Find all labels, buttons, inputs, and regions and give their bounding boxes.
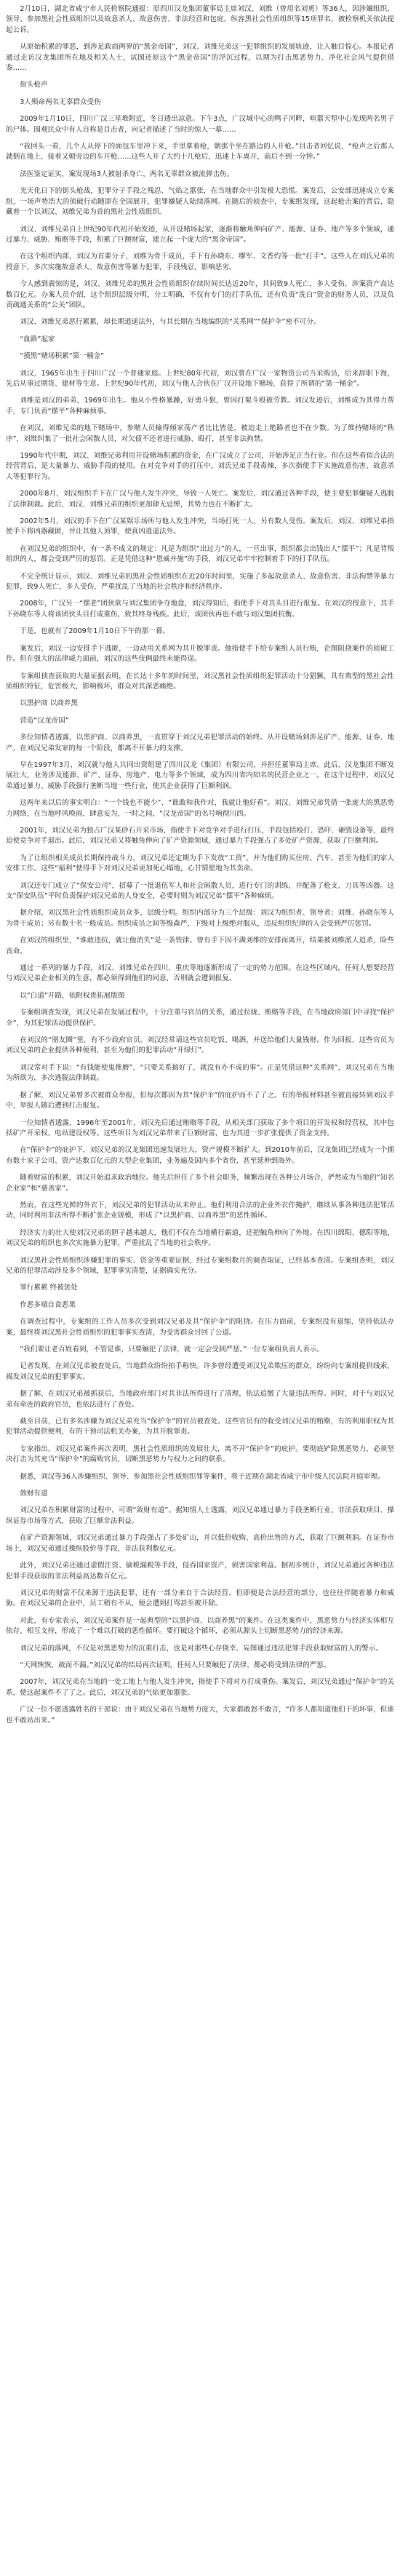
article-paragraph: 刘汉黑社会性质组织涉嫌犯罪的事实、资金等重要证据，经过专案组数月的调查取证，已经基本查清。专案组查明，刘汉兄弟的犯罪活动涉及多个领域，犯罪事实清楚，证据确实充分。: [6, 1256, 394, 1275]
article-paragraph: 为了让组织相关成员长期保持战斗力，刘汉兄弟还定期为手下发放“工资”，并为他们购买住房、汽车，甚至为他们的家人安排工作。这些“福利”使得手下对刘汉兄弟更加死心塌地，心甘情愿地为其卖命。: [6, 854, 394, 873]
article-paragraph: 在刘汉的组织里，“谁敢违抗，就让他消失”是一条铁律。曾有手下因不满刘维的安排而离开，结果被刘维派人追杀，险些丧命。: [6, 937, 394, 955]
article-paragraph: 2009年1月10日，四川广汉三星堆附近，冬日透出凉意。下午3点，广汉城中心的鸭子河畔，喧嚣天堑中心发现两名男子的尸体。围观民众中有人自称是目击者，向记者描述了当时的惊人一幕……: [6, 115, 394, 134]
section-heading: 以“白道”开路，依附权贵拓展版图: [20, 991, 125, 1000]
article-paragraph: 一位知情者透露，1996年至2001年，刘汉先后通过贿赂等手段，从相关部门获取了多个项目的开发权和经营权，其中包括矿产开采权、电站建设权等。这些项目为刘汉兄弟带来了巨额财富，也为其进一步扩张提供了资金支持。: [6, 1118, 394, 1137]
article-paragraph: 刘汉兄弟在积累财富的过程中，可谓“敛财有道”。据知情人士透露，刘汉兄弟通过暴力手段垄断行业、非法获取项目、操纵证券市场等方式，获取了巨额非法利益。: [6, 1506, 394, 1525]
article-paragraph: 据悉，刘汉等36人涉嫌组织、领导、参加黑社会性质组织罪等案件，将于近期在湖北省咸宁市中级人民法院开庭审理。: [20, 1472, 385, 1481]
section-heading: “血路”起家: [20, 335, 55, 343]
article-paragraph: 2008年，广汉另一“摆老”团伙欲与刘汉集团争夺地盘，刘汉得知后，指使手下对其头目进行报复。在刘汉的授意下，其手下孙晓东等人将该团伙头目打成重伤，致其终身残疾。此后，该团伙再也不敢与刘汉集团抗衡。: [6, 600, 394, 619]
article-paragraph: 刘汉，1965年出生于四川广汉一个普通家庭。上世纪80年代初，刘汉曾在广汉一家物资公司当采购员，后来辞职下海，先后从事过期货、建材等生意。上世纪90年代初，刘汉与他人合伙在广汉开设地下赌场，获得了所谓的“第一桶金”。: [6, 369, 394, 388]
article-paragraph: 在矿产资源领域，刘汉兄弟通过暴力手段强占了多处矿山，并以低价收购、高价出售的方式，获取了巨额利润。在证券市场上，刘汉兄弟通过操纵股价等手段，非法获利数亿元。: [6, 1534, 394, 1553]
article-paragraph: 据介绍，刘汉黑社会性质组织成员众多，层级分明。组织内部分为三个层级：刘汉为组织者、领导者；刘维、孙晓东等人为骨干成员；另有数十名一般成员。组织成员之间等级森严，下级对上级绝对服从，违反组织纪律的人会受到严厉惩罚。: [6, 909, 394, 928]
article-paragraph: 刘汉、刘维兄弟恶行累累，却长期逍遥法外，与其长期在当地编织的“关系网”“保护伞”密不可分。: [20, 318, 321, 327]
section-heading: 街头枪声: [20, 81, 48, 90]
article-paragraph: 于是，也就有了2009年1月10日下午的那一幕。: [20, 627, 170, 636]
article-paragraph: 刘汉兄弟的落网，不仅是对黑恶势力的沉重打击，也是对那些心存侥幸、妄图通过违法犯罪手段获取财富的人的警示。: [20, 1644, 383, 1653]
article-paragraph: 专家指出，刘汉兄弟案件再次表明，黑社会性质组织的发展壮大，离不开“保护伞”的庇护。要彻底铲除黑恶势力，必须坚决打击为其充当“保护伞”的腐败官员，切断黑恶势力与权力之间的联系。: [6, 1444, 394, 1464]
section-heading: 敛财有道: [20, 1490, 48, 1498]
section-heading: 3人殒命两名无辜群众受伤: [20, 98, 101, 106]
article-paragraph: 法医鉴定证实，案发现场3人被射杀身亡，两名无辜群众被流弹击伤。: [20, 170, 234, 178]
article-paragraph: 截至目前，已有多名涉嫌为刘汉兄弟充当“保护伞”的官员被查处。这些官员有的收受刘汉兄弟的贿赂，有的利用职权为其犯罪活动提供便利，有的干预司法机关办案，为其开脱罪责。: [6, 1418, 394, 1436]
article-paragraph: 在调查过程中，专案组的工作人员多次受到刘汉兄弟及其“保护伞”的阻挠。在压力面前，专案组没有退缩，坚持依法办案，最终将刘汉黑社会性质组织的犯罪事实查清，为受害群众讨回了公道。: [6, 1318, 394, 1337]
article-paragraph: 对此，有专家表示，刘汉兄弟案件是一起典型的“以黑护商、以商养黑”的案件。在这类案件中，黑恶势力与经济实体相互依存、相互支持，形成了一个难以打破的恶性循环。要打破这个循环，必须从源头上切断黑恶势力的经济来源。: [6, 1616, 394, 1636]
article-paragraph: 在刘汉兄弟的组织中，有一条不成文的规定：凡是为组织“出过力”的人，一旦出事，组织都会出钱出人“摆平”；凡是背叛组织的人，都会受到严厉的惩罚。正是凭借这种“恩威并施”的手段，刘汉兄弟牢牢控制着手下的打手队伍。: [6, 544, 394, 564]
section-heading: 营造“汉龙帝国”: [20, 716, 69, 725]
article-paragraph: 在这个组织内部，刘汉为首要分子，刘维为骨干成员，手下有孙晓东、缪军、文香灼等一批“打手”。这些人在刘氏兄弟的授意下，多次实施故意杀人、故意伤害等暴力犯罪，手段残忍，影响恶劣。: [6, 253, 394, 271]
article-paragraph: 早在1997年3月，刘汉就与他人共同出资组建了四川汉龙（集团）有限公司，并担任董事局主席。此后，汉龙集团不断发展壮大，业务涉及能源、矿产、证券、房地产、电力等多个领域，成为四川省内知名的民营企业之一。在这个过程中，刘汉兄弟通过暴力、威胁手段强行垄断当地一些行业，使其企业获得了巨额利润。: [6, 760, 394, 790]
article-paragraph: 广汉一位不愿透露姓名的干部说：由于刘汉兄弟在当地势力庞大，大家都敢怒不敢言，“许多人都知道他们干的坏事，但谁也不敢站出来。”: [6, 1706, 394, 1725]
article-paragraph: 此外，刘汉兄弟还通过虚假注资、偷税漏税等手段，侵吞国家资产，损害国家利益。据初步统计，刘汉兄弟通过各种违法犯罪手段获取的非法利益高达数百亿元。: [6, 1562, 394, 1581]
article-paragraph: 专案组调查发现，刘汉兄弟在发展过程中，十分注重与官员的关系，通过拉拢、贿赂等手段，在当地政府部门中寻找“保护伞”，为其犯罪活动提供保护。: [6, 1009, 394, 1027]
article-paragraph: 记者发现，在刘汉兄弟被查处后，当地群众纷纷拍手称快。许多曾经遭受刘汉兄弟欺压的群众，纷纷向专案组提供线索，揭发刘汉兄弟的犯罪事实。: [6, 1362, 394, 1381]
article-paragraph: 2002年5月，刘汉的手下在广汉某娱乐场所与他人发生冲突，当场打死一人，另有数人受伤。案发后，刘汉、刘维兄弟指使手下将凶器藏匿，并让其他人顶罪，使真凶逍遥法外。: [6, 517, 394, 536]
article-paragraph: 2001年，刘汉兄弟为独占广汉某砂石开采市场，指使手下对竞争对手进行打压，手段包括殴打、恐吓、砸毁设备等，最终迫使竞争对手退出。此后，刘汉兄弟又将触角伸向了矿产资源领域，通过暴力手段强占了多处矿产资源，获取了巨额利润。: [6, 826, 394, 846]
article-paragraph: 据了解，在刘汉兄弟被抓获后，当地政府部门对其非法所得进行了清理，依法追缴了大量违法所得。同时，对于与刘汉兄弟有牵连的政府官员，也依法进行了查处。: [6, 1390, 394, 1409]
article-paragraph: 刘维是刘汉的弟弟，1969年出生。他从小性格暴躁，好勇斗狠，曾因打架斗殴被劳教。刘汉发迹后，刘维成为其得力帮手，专门负责“摆平”各种麻烦事。: [6, 397, 394, 416]
section-heading: “摸黑”赌场积累“第一桶金”: [20, 352, 105, 361]
article-paragraph: 刘汉还专门成立了“保安公司”，招募了一批退伍军人和社会闲散人员，进行专门的训练，并配备了枪支、刀具等凶器。这支“保安队伍”平时负责保护刘汉兄弟的人身安全，必要时则为刘汉兄弟“摆平”各种麻烦。: [6, 881, 394, 900]
section-heading: 罪行累累 终被惩处: [20, 1284, 78, 1292]
section-heading: 作恶多端自食恶果: [20, 1300, 76, 1309]
article-paragraph: 在“保护伞”的庇护下，刘汉兄弟的汉龙集团迅速发展壮大，资产规模不断扩大。到2010年前后，汉龙集团已经成为一个拥有数十家子公司、资产达数百亿元的大型企业集团，业务遍及国内多个省份，甚至延伸到海外。: [6, 1146, 394, 1165]
article-paragraph: 刘汉、刘维兄弟自上世纪90年代初开始发迹，从开设赌场起家，逐渐将触角伸向矿产、能源、证券、地产等多个领域，通过暴力、威胁、贿赂等手段，积累了巨额财富，建立起一个庞大的“黑金帝国”。: [6, 225, 394, 244]
article-paragraph: 2000年8月，刘汉组织手下在广汉与他人发生冲突，导致一人死亡。案发后，刘汉通过各种手段，使主要犯罪嫌疑人逃脱了法律制裁。此后，刘汉、刘维兄弟的组织更加肆无忌惮，其势力也在不断扩大。: [6, 490, 394, 509]
article-paragraph: 刘汉兄弟的财富不仅来源于违法犯罪，还有一部分来自于合法经营。但即便是合法经营的部分，也往往伴随着暴力和威胁。在刘汉兄弟的企业中，员工稍有不从，便会遭到打骂甚至被开除。: [6, 1589, 394, 1608]
article-paragraph: 通过一系列的暴力手段，刘汉、刘维兄弟在四川、重庆等地逐渐形成了一定的势力范围。在这些区域内，任何人想要经营与刘汉兄弟企业相关的生意，都必须得到他们的同意，否则就会遭到报复。: [6, 964, 394, 983]
article-paragraph: 从原始积累的罪恶，到涉足政商两界的“黑金帝国”，刘汉、刘维兄弟这一犯罪组织的发展轨迹，让人触目惊心。本报记者通过走访汉龙集团所在地及相关人士，试图还原这个“黑金帝国”的浮沉过程，以期为打击黑恶势力、净化社会风气提供借鉴……: [6, 43, 394, 73]
article-paragraph: 2007年，刘汉兄弟在当地的一处工地上与他人发生冲突，指使手下将对方打成重伤。案发后，刘汉兄弟通过“保护伞”的关系，使这起案件不了了之。此后，刘汉兄弟的气焰更加嚣张。: [6, 1678, 394, 1697]
article-paragraph: 今人感到震惊的是，刘汉、刘维兄弟的黑社会性质组织存续时间长达近20年，其间致9人死亡，多人受伤，涉案资产高达数百亿元。办案人员介绍，这个组织层级分明，分工明确，不仅有专门的打手队伍，还有负责“洗白”资金的财务人员，以及负责疏通关系的“公关”团队。: [6, 280, 394, 309]
article-paragraph: 然而，在这些光鲜的外衣下，刘汉兄弟的犯罪活动从未停止。他们利用合法的企业外衣作掩护，继续从事各种违法犯罪活动，同时利用非法所得不断扩张企业规模，形成了“以黑护商、以商养黑”的恶性循环。: [6, 1201, 394, 1220]
article-paragraph: “我回头一看，几个人从停下的面包车里冲下来，手里拿着枪，朝那个坐在路边的人开枪。”目击者回忆说，“枪声之后那人就倒在地上，接着又朝旁边的车开枪……这些人开了大约十几枪后，迅速上车离开，前后不到一分钟。”: [6, 143, 394, 162]
article-paragraph: 案发后，刘汉一边安排手下逃匿，一边动用关系网为其开脱罪责。他指使手下给专案组人员行贿，企图阻挠案件的侦破工作。但在强大的法律威力面前，刘汉的这些伎俩最终未能得逞。: [6, 644, 394, 664]
article-paragraph: “天网恢恢，疏而不漏。”刘汉兄弟的结局再次证明，任何人只要触犯了法律，都必将受到法律的严惩。: [20, 1661, 331, 1669]
article-paragraph: 随着财富的积累，刘汉开始追求政治地位。他先后担任了多个社会职务，频繁出现在各种公开场合，俨然成为当地的“知名企业家”和“慈善家”。: [6, 1174, 394, 1193]
article-paragraph: 据了解，刘汉兄弟曾多次被群众举报，但每次都因为其“保护伞”的庇护而不了了之。有的举报材料甚至被直接转到刘汉手中，举报人随后遭到打击报复。: [6, 1091, 394, 1110]
article-paragraph: 不完全统计显示，刘汉、刘维兄弟的黑社会性质组织在近20年时间里，实施了多起故意杀人、故意伤害、非法拘禁等暴力犯罪，致9人死亡，多人受伤，严重扰乱了当地的社会秩序和经济秩序。: [6, 572, 394, 592]
article-paragraph: 1990年代中期，刘汉、刘维兄弟利用开设赌场积累的资金，在广汉成立了公司，开始涉足正当行业。但在这些看似合法的经营背后，是大量暴力、威胁手段的使用。在对竞争对手的打压中，刘氏兄弟手段毒辣，多次指使手下实施故意伤害、故意杀人等犯罪行为。: [6, 452, 394, 481]
article-paragraph: 经济实力的壮大使刘汉兄弟的胆子越来越大，他们不仅在当地横行霸道，还把触角伸向了外地。在四川绵阳、德阳等地，刘汉兄弟的组织也多次实施暴力犯罪，严重扰乱了当地的社会秩序。: [6, 1228, 394, 1248]
article-paragraph: 专案组侦查获取的大量证据表明，在长达十多年的时间里，刘汉黑社会性质组织犯罪活动十分猖獗，具有典型的黑社会性质组织特征，危害极大，影响极坏，群众对其深恶痛绝。: [6, 672, 394, 691]
article-paragraph: 在刘汉、刘维兄弟的地下赌场中，参赌人员输得倾家荡产者比比皆是，被迫走上绝路者也不在少数。为了维持赌场的“秩序”，刘维纠集了一批社会闲散人员，对欠债不还者进行威胁、殴打，甚至非法拘禁。: [6, 424, 394, 443]
article-paragraph: 多位知情者透露，以黑护商、以商养黑，一直贯穿于刘汉兄弟犯罪活动的始终。从开设赌场到涉足矿产、能源、证券、地产，在刘汉兄弟发家的每一个阶段，都离不开暴力的支撑。: [6, 734, 394, 752]
section-heading: 以黑护商 以商养黑: [20, 699, 78, 708]
article-paragraph: “我们要让老百姓看到，不管是谁，只要触犯了法律，就一定会受到严惩。”一位专案组负责人表示。: [20, 1345, 324, 1353]
article-paragraph: 光天化日下的街头枪战，犯罪分子手段之残忍、气焰之嚣张，在当地群众中引发极大恐慌。案发后，公安部迅速成立专案组，一场声势浩大的侦破行动随即在全国展开，犯罪嫌疑人陆续落网。在随后的侦查中，专案组发现，这起枪击案的背后，隐藏着一个以刘汉、刘维兄弟为首的黑社会性质组织。: [6, 187, 394, 217]
article-paragraph: 在刘汉的“朋友圈”里，有不少政府官员。刘汉经常请这些官员吃饭、喝酒，并送给他们大量钱财。作为回报，这些官员为刘汉兄弟的企业提供各种便利，甚至为他们的犯罪活动“开绿灯”。: [6, 1036, 394, 1055]
article-paragraph: 2月10日，湖北省咸宁市人民检察院通报：原四川汉龙集团董事局主席刘汉、刘维（曾用名刘勇）等36人，因涉嫌组织、领导、参加黑社会性质组织以及故意杀人、故意伤害、非法经营和包庇、纵容黑社会性质组织等15项罪名，被检察机关依法提起公诉。: [6, 5, 394, 34]
article-paragraph: 刘汉常对手下说：“有钱能使鬼推磨”，“只要关系搞好了，就没有办不成的事”。正是凭借这种“关系网”，刘汉兄弟在当地为所欲为，多次逃脱法律制裁。: [6, 1063, 394, 1083]
article-paragraph: 这两年来以后的事实明白：“一个钱也不能少”、“谁敢和我作对，我就让他好看”。刘汉、刘维兄弟凭借一张庞大的黑恶势力网络，在当地呼风唤雨，肆意妄为，一时之间，“汉龙帝国”的名号响彻川西。: [6, 799, 394, 818]
